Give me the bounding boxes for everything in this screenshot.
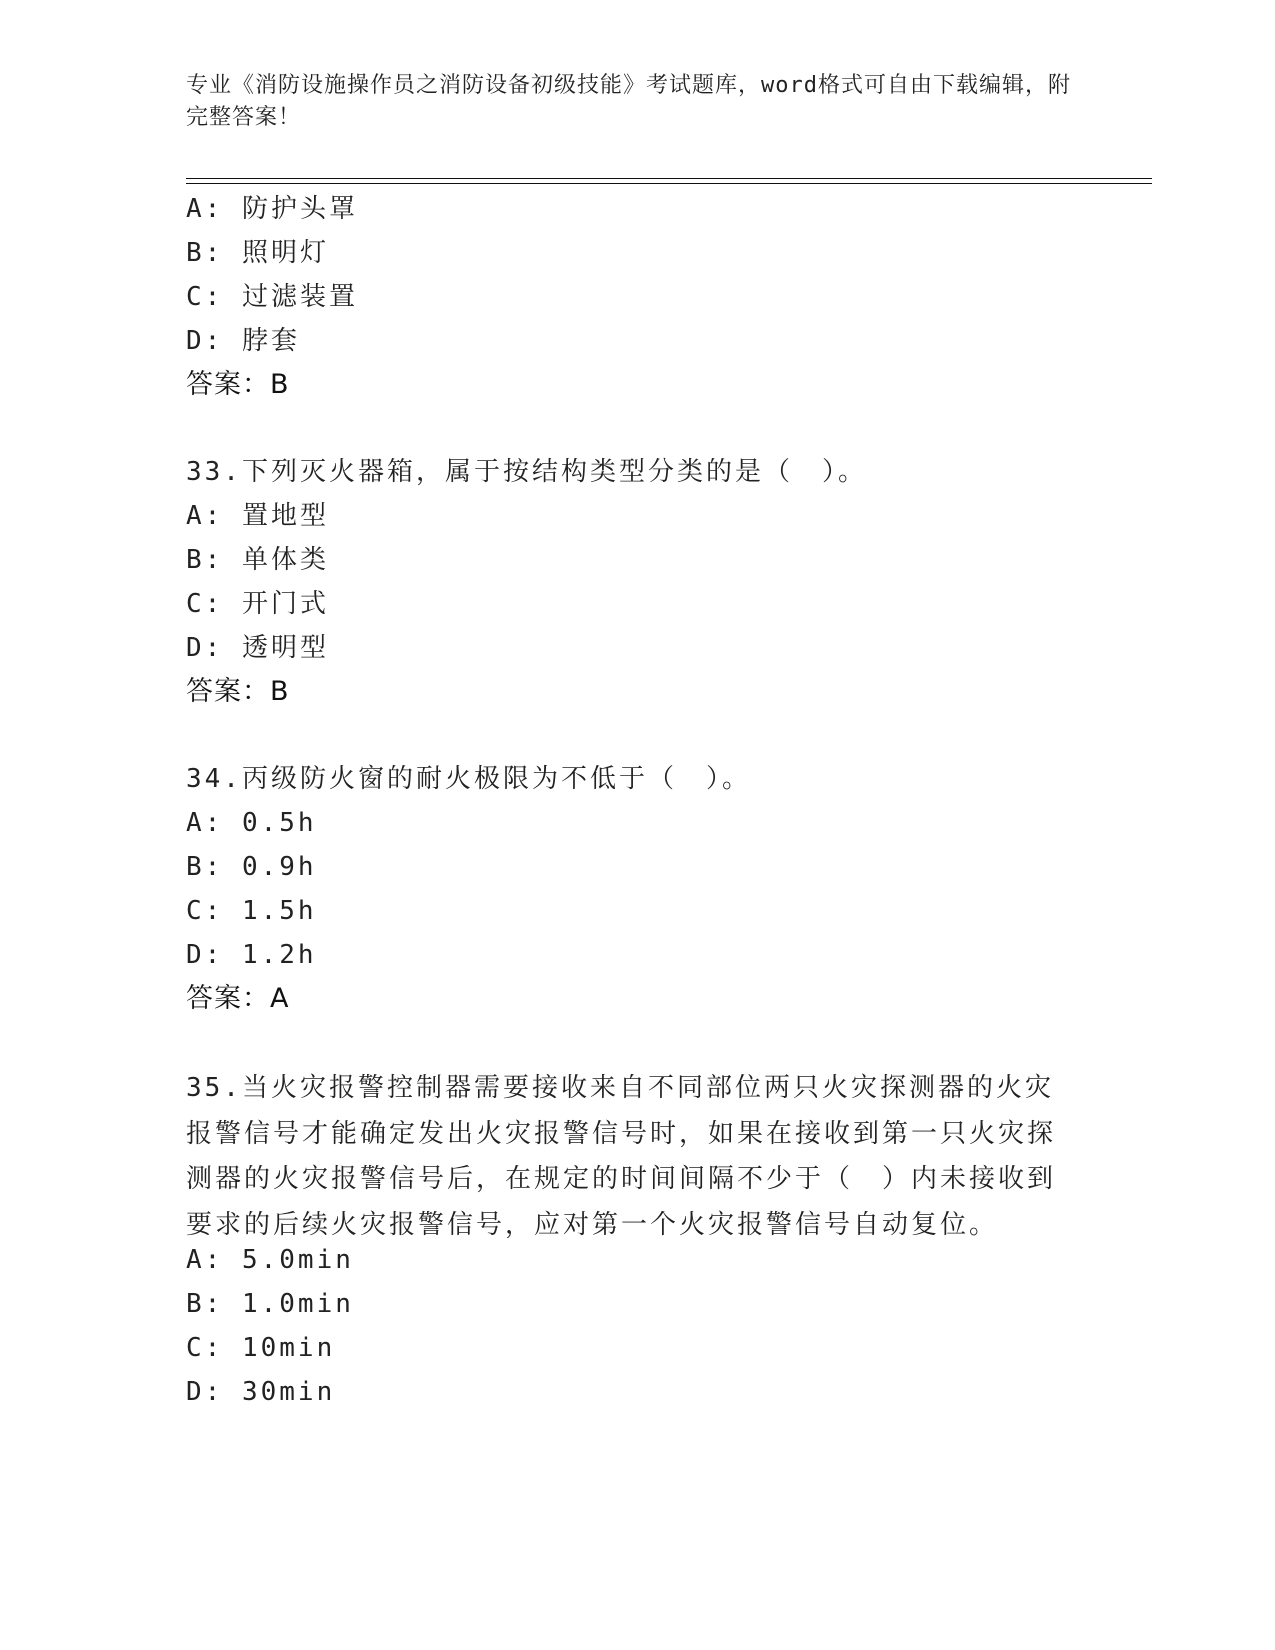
q32-option-a: A: 防护头罩 [186, 194, 358, 224]
q34-option-a: A: 0.5h [186, 808, 317, 838]
q33-question: 33.下列灭火器箱，属于按结构类型分类的是（ ）。 [186, 457, 867, 487]
q33-option-a: A: 置地型 [186, 501, 329, 531]
header-divider-top [186, 178, 1152, 179]
q35-option-d: D: 30min [186, 1377, 336, 1407]
q34-option-d: D: 1.2h [186, 940, 317, 970]
q35-option-a: A: 5.0min [186, 1245, 354, 1275]
q32-option-d: D: 脖套 [186, 326, 300, 356]
q32-answer: 答案：B [186, 369, 290, 400]
q34-answer: 答案：A [186, 983, 290, 1014]
q34-option-c: C: 1.5h [186, 896, 317, 926]
document-header: 专业《消防设施操作员之消防设备初级技能》考试题库，word格式可自由下载编辑，附完整答案！ [186, 73, 1071, 130]
q33-option-d: D: 透明型 [186, 633, 329, 663]
q33-answer: 答案：B [186, 676, 290, 707]
q33-option-c: C: 开门式 [186, 589, 329, 619]
q35-option-b: B: 1.0min [186, 1289, 354, 1319]
q34-question: 34.丙级防火窗的耐火极限为不低于（ ）。 [186, 764, 751, 794]
q33-option-b: B: 单体类 [186, 545, 329, 575]
q34-option-b: B: 0.9h [186, 852, 317, 882]
q35-question: 35.当火灾报警控制器需要接收来自不同部位两只火灾探测器的火灾报警信号才能确定发出火灾报警信号时，如果在接收到第一只火灾探测器的火灾报警信号后，在规定的时间间隔不少于（ ）内未接收到要求的后续火灾报警信号，应对第一个火灾报警信号自动复位。 [186, 1073, 1057, 1240]
q32-option-c: C: 过滤装置 [186, 282, 358, 312]
header-divider-bottom [186, 183, 1152, 184]
q32-option-b: B: 照明灯 [186, 238, 329, 268]
q35-option-c: C: 10min [186, 1333, 336, 1363]
